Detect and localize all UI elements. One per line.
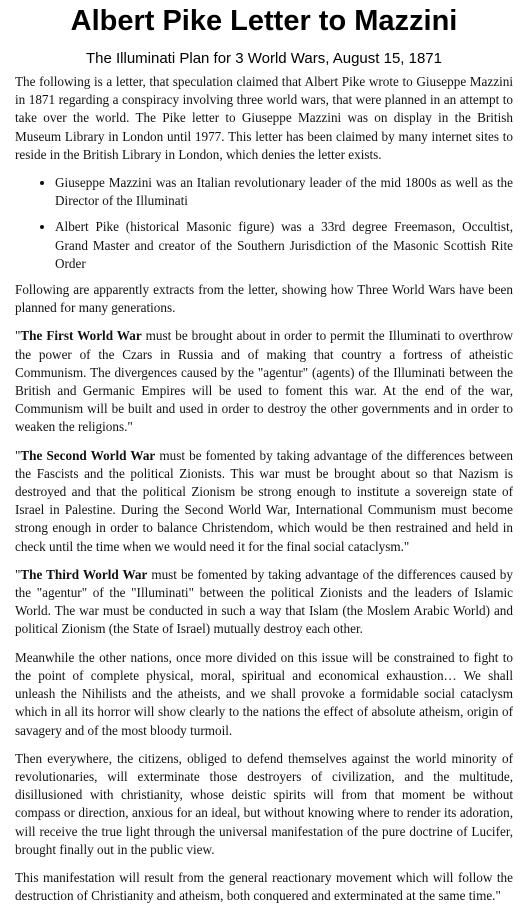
third-war-heading: The Third World War — [20, 566, 148, 582]
intro-paragraph: The following is a letter, that speculation claimed that Albert Pike wrote to Giuseppe Mazzini in 1871 regarding a conspiracy involving three world wars, that were planned in an attempt to take over the world. The Pike letter to Giuseppe Mazzini was on display in the British Museum Library in London until 1977. This letter has been claimed by many internet sites to reside in the British Library in London, which denies the letter exists. — [15, 74, 513, 162]
page-title: Albert Pike Letter to Mazzini — [70, 5, 458, 37]
second-war-text: must be fomented by taking advantage of the differences between the Fascists and the political Zionists. This war must be brought about so that Nazism is destroyed and that the political Zionism be strong enough to institute a sovereign state of Israel in Palestine. During the Second World War, International Communism must become strong enough in order to balance Christendom, which would be then restrained and held in check until the time when we would need it for the final social cataclysm." — [15, 447, 513, 554]
list-item: • Albert Pike (historical Masonic figure) was a 33rd degree Freemason, Occultist, Grand Master and creator of the Southern Jurisdiction of the Masonic Scottish Rite Order — [55, 218, 513, 273]
first-war-paragraph — [15, 327, 513, 436]
third-war-paragraph — [15, 566, 513, 639]
closing-paragraph: This manifestation will result from the general reactionary movement which will follow the destruction of Christianity and atheism, both conquered and exterminated at the same time." — [15, 869, 513, 904]
second-war-paragraph — [15, 447, 513, 556]
bullet-list — [15, 174, 513, 273]
quote-open: " — [15, 566, 21, 582]
page-subtitle: The Illuminati Plan for 3 World Wars, August 15, 1871 — [85, 50, 442, 67]
third-war-text: must be fomented by taking advantage of the differences caused by the "agentur" of the "Illuminati" between the political Zionists and the leaders of Islamic World. The war must be conducted in such a way that Islam (the Moslem Arabic World) and political Zionism (the State of Israel) mutually destroy each other. — [15, 566, 513, 637]
first-war-text: must be brought about in order to permit the Illuminati to overthrow the power of the Czars in Russia and of making that country a fortress of atheistic Communism. The divergences caused by the "agentur" (agents) of the Illuminati between the British and Germanic Empires will be used to foment this war. At the end of the war, Communism will be built and used in order to destroy the other governments and in order to weaken the religions." — [15, 328, 513, 435]
transition-paragraph: Following are apparently extracts from the letter, showing how Three World Wars have been planned for many generations. — [15, 282, 513, 316]
quote-open: " — [15, 447, 21, 463]
closing-paragraph: Meanwhile the other nations, once more divided on this issue will be constrained to fight to the point of complete physical, moral, spiritual and economical exhaustion… We shall unleash the Nihilists and the atheists, and we shall provoke a formidable social cataclysm which in all its horror will show clearly to the nations the effect of absolute atheism, origin of savagery and of the most bloody turmoil. — [15, 649, 513, 738]
first-war-heading: The First World War — [20, 328, 142, 344]
list-item: • Giuseppe Mazzini was an Italian revolutionary leader of the mid 1800s as well as the Director of the Illuminati — [55, 174, 513, 210]
closing-paragraph: Then everywhere, the citizens, obliged to defend themselves against the world minority of revolutionaries, will exterminate those destroyers of civilization, and the multitude, disillusioned with christianity, whose deistic spirits will from that moment be without compass or direction, anxious for an ideal, but without knowing where to render its adoration, will receive the true light through the universal manifestation of the pure doctrine of Lucifer, brought finally out in the public view. — [15, 750, 513, 857]
second-war-heading: The Second World War — [20, 447, 156, 463]
quote-open: " — [15, 328, 21, 344]
